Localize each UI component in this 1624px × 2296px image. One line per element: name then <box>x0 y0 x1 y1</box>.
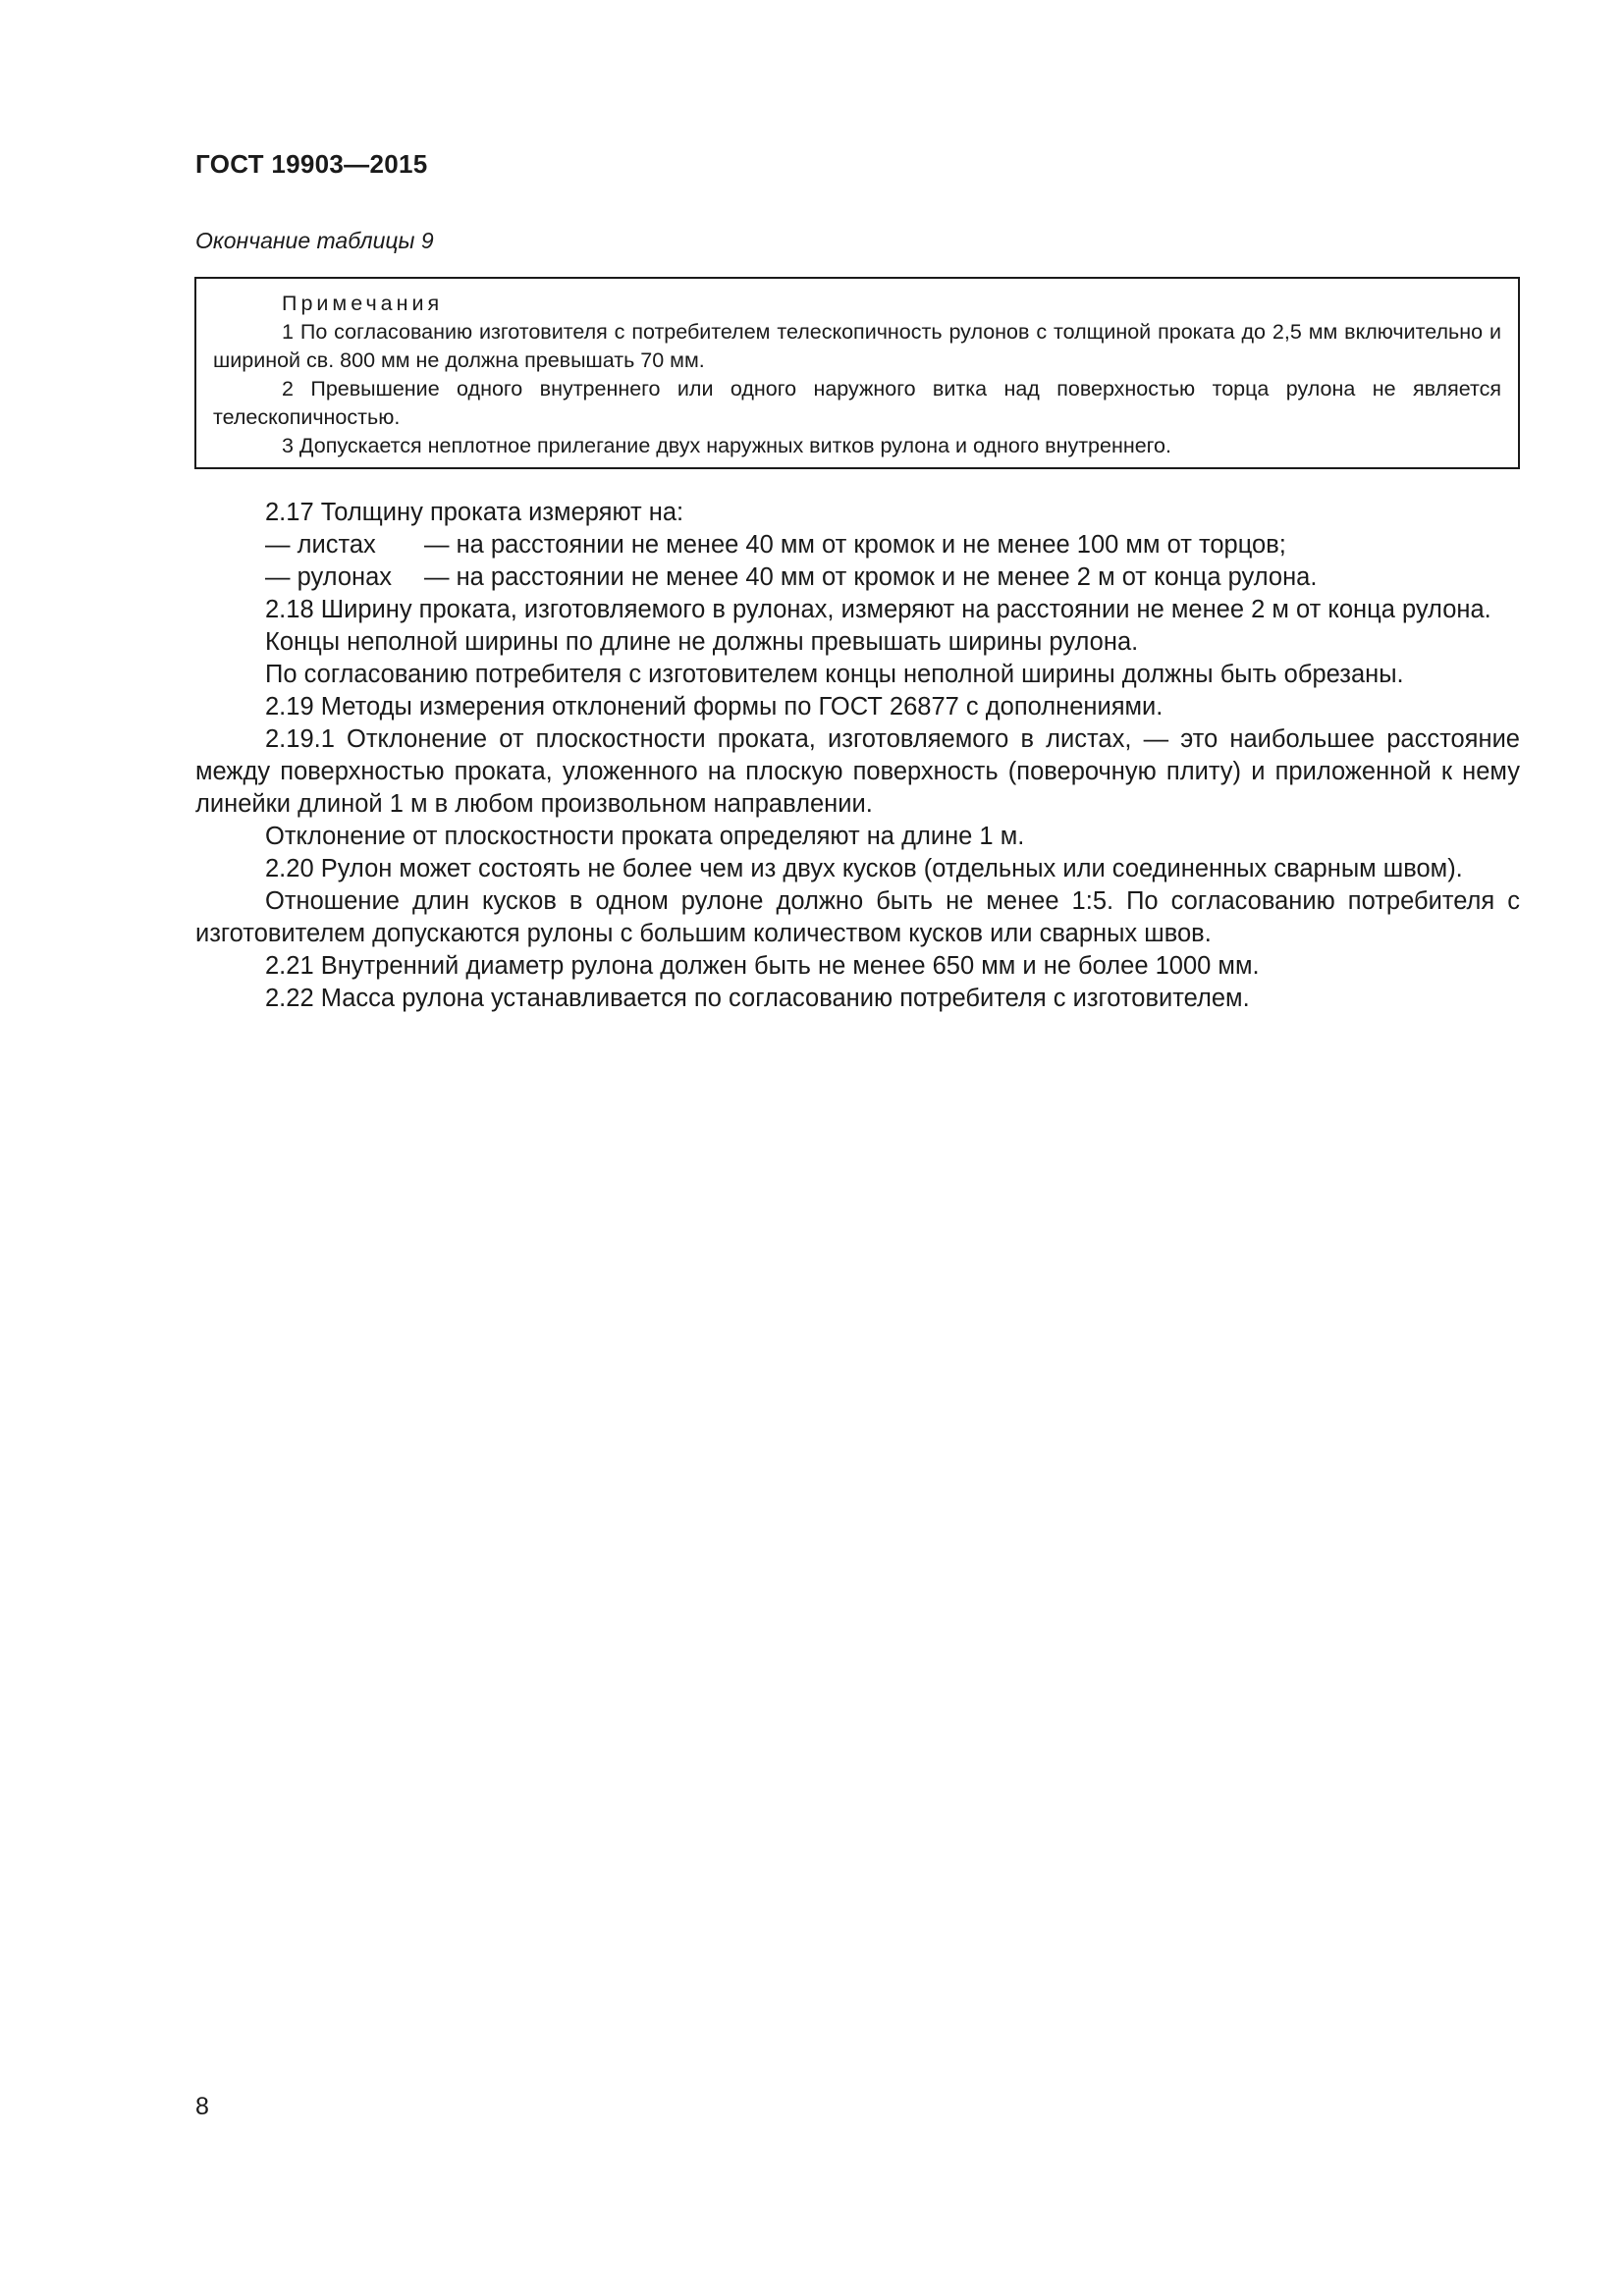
list-item-sheets <box>195 529 1520 561</box>
clause-2-18-paragraph-a: Концы неполной ширины по длине не должны превышать ширины рулона. <box>265 628 1139 656</box>
clause-2-19-1: 2.19.1 Отклонение от плоскостности проката, изготовляемого в листах, — это наибольшее расстояние между поверхностью проката, уложенного на плоскую поверхность (поверочную плиту) и приложенной к нему линейки длиной 1 м в любом произвольном направлении. <box>195 725 1520 818</box>
note-item-3: 3 Допускается неплотное прилегание двух наружных витков рулона и одного внутреннего. <box>282 434 1171 457</box>
clause-2-20: 2.20 Рулон может состоять не более чем из двух кусков (отдельных или соединенных сварным швом). <box>265 855 1463 882</box>
clause-2-17: 2.17 Толщину проката измеряют на: <box>265 499 684 526</box>
clause-2-22: 2.22 Масса рулона устанавливается по согласованию потребителя с изготовителем. <box>265 985 1250 1012</box>
clause-2-18: 2.18 Ширину проката, изготовляемого в рулонах, измеряют на расстоянии не менее 2 м от конца рулона. <box>265 596 1491 623</box>
note-item-2: 2 Превышение одного внутреннего или одного наружного витка над поверхностью торца рулона не является телескопичностью. <box>213 377 1501 429</box>
table-notes-box <box>194 277 1520 469</box>
page-header-standard-code: ГОСТ 19903—2015 <box>195 149 428 179</box>
list-item-sheets-term: — листах <box>265 531 376 559</box>
clause-2-19: 2.19 Методы измерения отклонений формы по ГОСТ 26877 с дополнениями. <box>265 693 1164 721</box>
note-item-1: 1 По согласованию изготовителя с потребителем телескопичность рулонов с толщиной проката до 2,5 мм включительно и шириной св. 800 мм не должна превышать 70 мм. <box>213 320 1501 372</box>
main-body-text <box>195 497 1520 1015</box>
list-item-sheets-text: — на расстоянии не менее 40 мм от кромок и не менее 100 мм от торцов; <box>424 531 1286 559</box>
list-item-coils-text: — на расстоянии не менее 40 мм от кромок и не менее 2 м от конца рулона. <box>424 563 1318 591</box>
list-item-coils-term: — рулонах <box>265 563 393 591</box>
clause-2-21: 2.21 Внутренний диаметр рулона должен быть не менее 650 мм и не более 1000 мм. <box>265 952 1260 980</box>
notes-title: Примечания <box>282 292 444 315</box>
list-item-coils <box>195 561 1520 594</box>
page-number: 8 <box>195 2093 209 2120</box>
clause-2-20-paragraph-a: Отношение длин кусков в одном рулоне должно быть не менее 1:5. По согласованию потребителя с изготовителем допускаются рулоны с большим количеством кусков или сварных швов. <box>195 887 1520 947</box>
clause-2-18-paragraph-b: По согласованию потребителя с изготовителем концы неполной ширины должны быть обрезаны. <box>265 661 1404 688</box>
clause-2-19-1-paragraph-a: Отклонение от плоскостности проката определяют на длине 1 м. <box>265 823 1025 850</box>
table-continuation-caption: Окончание таблицы 9 <box>195 228 434 253</box>
